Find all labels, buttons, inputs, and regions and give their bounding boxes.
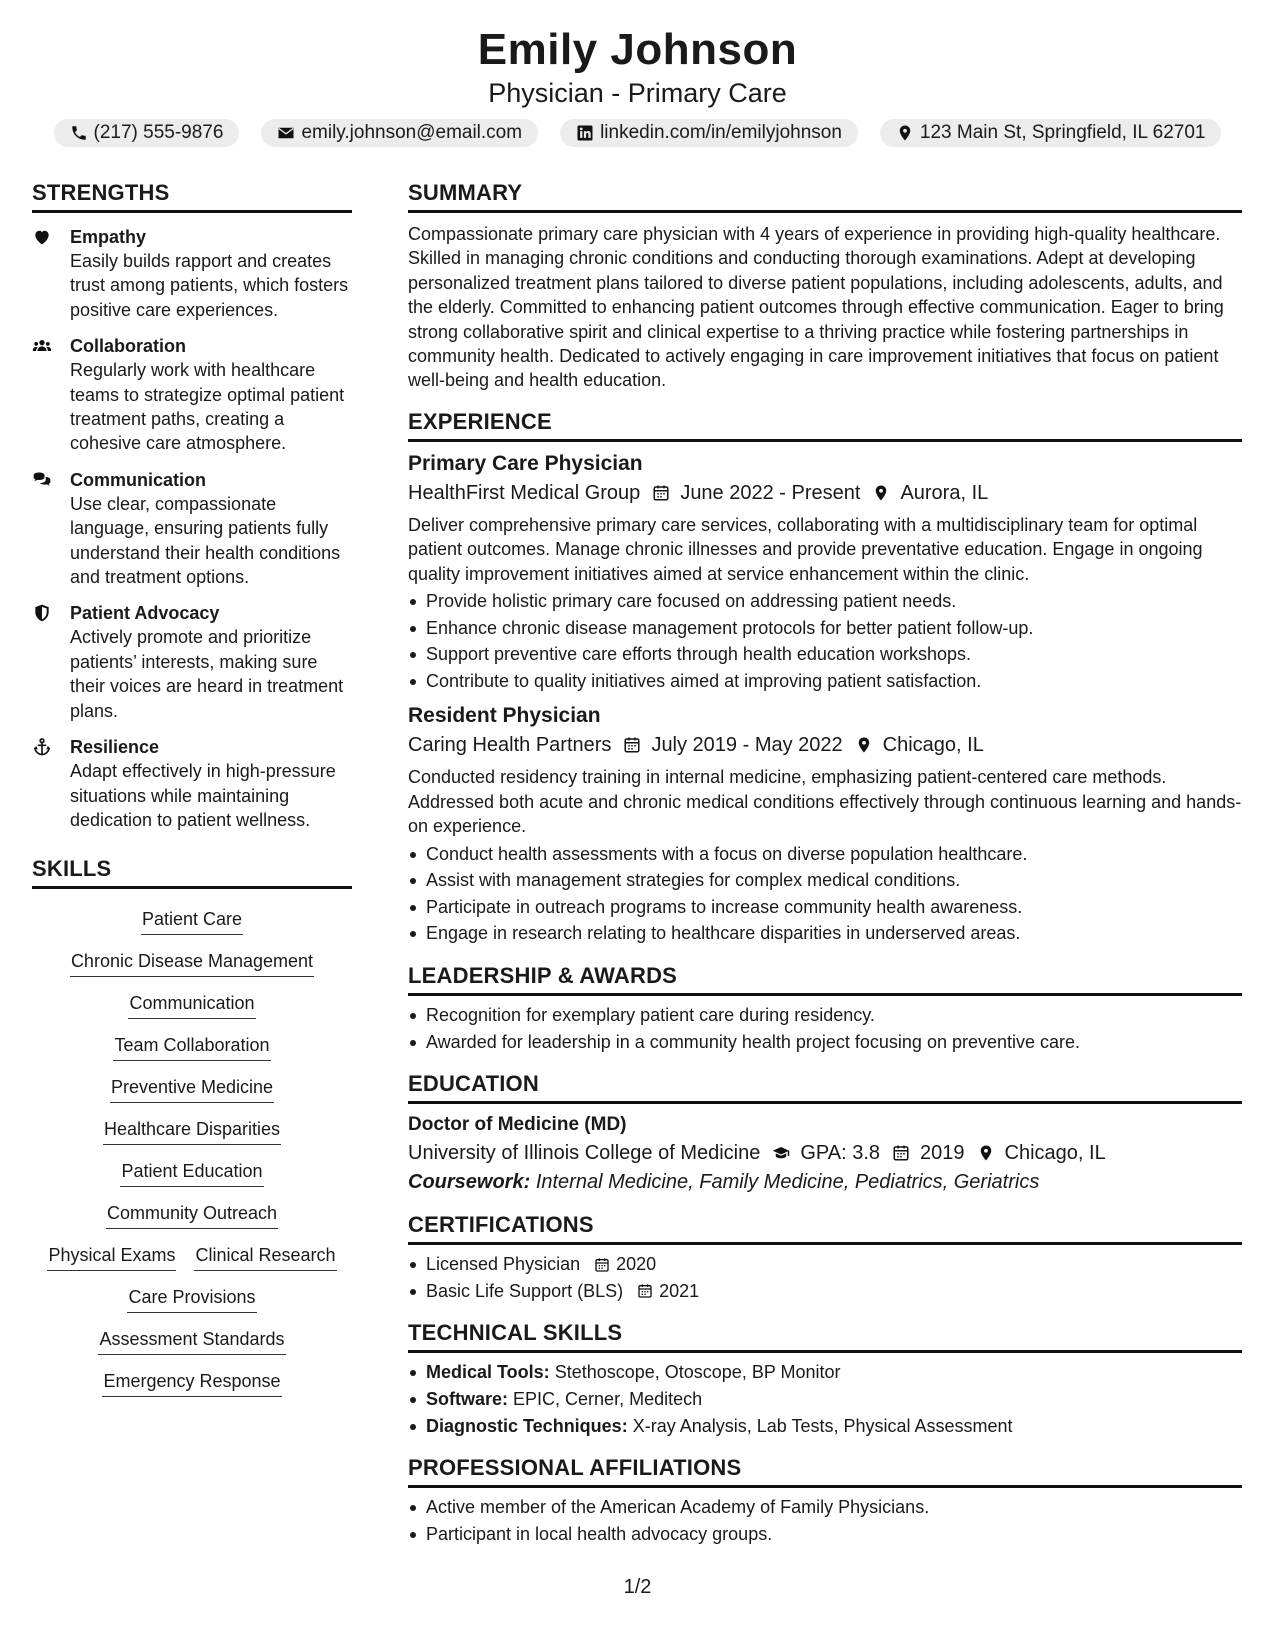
contact-phone[interactable]: [54, 119, 240, 147]
affiliations-list: [408, 1494, 1242, 1547]
list-item: Provide holistic primary care focused on addressing patient needs.: [408, 588, 1242, 615]
skills-list: [32, 907, 352, 1397]
job-entry: [408, 702, 1242, 947]
skill-tag: Physical Exams: [47, 1243, 176, 1271]
tech-value: EPIC, Cerner, Meditech: [513, 1389, 703, 1409]
list-item: Assist with management strategies for complex medical conditions.: [408, 867, 1242, 894]
list-item: Recognition for exemplary patient care during residency.: [408, 1002, 1242, 1029]
list-item: Awarded for leadership in a community health project focusing on preventive care.: [408, 1029, 1242, 1056]
list-item: [408, 1251, 1242, 1278]
list-item: [408, 1413, 1242, 1440]
tech-label: Software:: [426, 1389, 509, 1409]
skill-tag: Team Collaboration: [113, 1033, 270, 1061]
linkedin-icon: [576, 124, 594, 142]
technical-skills-heading: TECHNICAL SKILLS: [408, 1318, 1242, 1353]
certifications-list: [408, 1251, 1242, 1304]
job-title: Resident Physician: [408, 704, 601, 728]
tech-label: Diagnostic Techniques:: [426, 1415, 628, 1436]
list-item: Engage in research relating to healthcare disparities in underserved areas.: [408, 920, 1242, 947]
location-icon: [872, 484, 890, 502]
job-bullets: [408, 588, 1242, 694]
heart-icon: [32, 225, 70, 322]
skill-tag: Preventive Medicine: [110, 1075, 274, 1103]
skill-tag: Communication: [128, 991, 255, 1019]
contact-address-text: 123 Main St, Springfield, IL 62701: [919, 122, 1206, 143]
strength-desc: Actively promote and prioritize patients’ interests, making sure their voices are heard in treatment plans.: [70, 627, 344, 721]
job-location: Aurora, IL: [900, 481, 989, 504]
list-item: [408, 1386, 1242, 1413]
cert-year: 2020: [616, 1254, 657, 1275]
education-school: University of Illinois College of Medicine: [408, 1142, 761, 1165]
users-icon: [32, 334, 70, 456]
affiliations-heading: PROFESSIONAL AFFILIATIONS: [408, 1453, 1242, 1488]
list-item: [408, 1278, 1242, 1305]
page-number: 1/2: [623, 1576, 652, 1598]
strength-label: Empathy: [70, 227, 147, 247]
email-icon: [277, 124, 295, 142]
experience-heading: EXPERIENCE: [408, 407, 1242, 442]
education-location: Chicago, IL: [1004, 1142, 1106, 1165]
strength-item: [32, 735, 352, 832]
job-description: Conducted residency training in internal medicine, emphasizing patient-centered care methods. Addressed both acute and chronic medical conditions effectively through continuous learning and hands-on experience.: [408, 767, 1242, 837]
job-meta: [408, 478, 1242, 508]
education-degree: Doctor of Medicine (MD): [408, 1114, 627, 1136]
list-item: Participate in outreach programs to increase community health awareness.: [408, 894, 1242, 921]
job-dates: June 2022 - Present: [680, 481, 861, 504]
job-company: Caring Health Partners: [408, 734, 612, 757]
tech-label: Medical Tools:: [426, 1362, 550, 1383]
calendar-icon: [623, 736, 641, 754]
skill-tag: Patient Education: [120, 1159, 263, 1187]
skill-tag: Community Outreach: [106, 1201, 278, 1229]
list-item: Conduct health assessments with a focus on diverse population healthcare.: [408, 841, 1242, 868]
strength-desc: Adapt effectively in high-pressure situations while maintaining dedication to patient wellness.: [70, 761, 336, 830]
skill-tag: Assessment Standards: [98, 1327, 285, 1355]
shield-icon: [32, 601, 70, 723]
calendar-icon: [652, 484, 670, 502]
skill-tag: Patient Care: [141, 907, 243, 935]
location-icon: [855, 736, 873, 754]
leadership-heading: LEADERSHIP & AWARDS: [408, 961, 1242, 996]
strength-label: Resilience: [70, 737, 160, 758]
strengths-heading: STRENGTHS: [32, 178, 352, 213]
education-heading: EDUCATION: [408, 1069, 1242, 1104]
summary-text: Compassionate primary care physician with 4 years of experience in providing high-quality healthcare. Skilled in managing chronic conditions and conducting thorough examinations. Adept at developing personalized treatment plans tailored to diverse patient populations, including adolescents, adults, and the elderly. Committed to enhancing patient outcomes through effective communication. Eager to bring strong collaborative spirit and clinical expertise to a thriving practice while fostering partnerships in community health. Dedicated to actively engaging in care improvement initiatives that focus on patient well-being and health education.: [408, 224, 1224, 391]
certifications-heading: CERTIFICATIONS: [408, 1210, 1242, 1245]
anchor-icon: [32, 735, 70, 832]
location-icon: [896, 124, 914, 142]
list-item: Contribute to quality initiatives aimed at improving patient satisfaction.: [408, 668, 1242, 695]
education-year: 2019: [920, 1142, 965, 1165]
job-title: Primary Care Physician: [408, 451, 643, 475]
list-item: Active member of the American Academy of Family Physicians.: [408, 1494, 1242, 1521]
job-meta: [408, 730, 1242, 760]
skill-tag: Clinical Research: [194, 1243, 336, 1271]
education-gpa: GPA: 3.8: [800, 1142, 881, 1165]
contact-address: [880, 119, 1222, 147]
location-icon: [977, 1144, 995, 1162]
list-item: Support preventive care efforts through health education workshops.: [408, 641, 1242, 668]
resume-header: [0, 24, 1275, 147]
calendar-icon: [892, 1144, 910, 1162]
strength-label: Communication: [70, 469, 207, 490]
skill-tag: Chronic Disease Management: [70, 949, 314, 977]
cert-year: 2021: [659, 1280, 700, 1301]
leadership-list: [408, 1002, 1242, 1055]
job-location: Chicago, IL: [882, 734, 984, 757]
contact-email-text: emily.johnson@email.com: [301, 122, 523, 143]
strength-desc: Use clear, compassionate language, ensuring patients fully understand their health conditions and treatment options.: [70, 493, 341, 588]
strength-item: [32, 601, 352, 723]
coursework-text: Internal Medicine, Family Medicine, Pediatrics, Geriatrics: [535, 1171, 1040, 1194]
contact-phone-text: (217) 555-9876: [93, 122, 224, 143]
contact-email[interactable]: [261, 119, 538, 147]
left-column: [32, 178, 352, 1397]
job-description: Deliver comprehensive primary care services, collaborating with a multidisciplinary team for optimal patient outcomes. Manage chronic illnesses and provide preventative education. Engage in ongoing quality improvement initiatives aimed at service enhancement within the clinic.: [408, 514, 1203, 584]
strength-item: [32, 334, 352, 456]
candidate-title: Physician - Primary Care: [488, 78, 787, 108]
strength-label: Collaboration: [70, 336, 186, 357]
strength-item: [32, 225, 352, 322]
job-company: HealthFirst Medical Group: [408, 481, 641, 504]
job-dates: July 2019 - May 2022: [651, 734, 843, 757]
graduation-cap-icon: [772, 1144, 790, 1162]
summary-heading: SUMMARY: [408, 178, 1242, 213]
strength-desc: Easily builds rapport and creates trust among patients, which fosters positive care experiences.: [70, 251, 349, 320]
strength-label: Patient Advocacy: [70, 603, 220, 624]
skill-tag: Emergency Response: [102, 1369, 281, 1397]
education-meta: [408, 1138, 1242, 1168]
cert-name: Licensed Physician: [426, 1254, 581, 1275]
phone-icon: [70, 124, 88, 142]
contact-linkedin[interactable]: [560, 119, 858, 147]
technical-skills-list: [408, 1359, 1242, 1439]
strength-desc: Regularly work with healthcare teams to strategize optimal patient treatment paths, creating a cohesive care atmosphere.: [70, 360, 345, 454]
right-column: [408, 178, 1242, 1547]
calendar-icon: [586, 1257, 610, 1273]
list-item: Enhance chronic disease management protocols for better patient follow-up.: [408, 615, 1242, 642]
skill-tag: Care Provisions: [127, 1285, 256, 1313]
education-coursework: [408, 1168, 1242, 1196]
job-entry: [408, 450, 1242, 695]
calendar-icon: [629, 1283, 653, 1299]
contact-bar: [0, 119, 1275, 147]
job-bullets: [408, 841, 1242, 947]
skills-heading: SKILLS: [32, 854, 352, 889]
cert-name: Basic Life Support (BLS): [426, 1280, 624, 1301]
tech-value: Stethoscope, Otoscope, BP Monitor: [554, 1362, 841, 1383]
comments-icon: [32, 468, 70, 590]
list-item: [408, 1359, 1242, 1386]
strength-item: [32, 468, 352, 590]
list-item: Participant in local health advocacy groups.: [408, 1521, 1242, 1548]
candidate-name: Emily Johnson: [477, 25, 798, 74]
skill-tag: Healthcare Disparities: [103, 1117, 281, 1145]
coursework-label: Coursework:: [408, 1171, 531, 1194]
contact-linkedin-text: linkedin.com/in/emilyjohnson: [600, 122, 842, 143]
tech-value: X-ray Analysis, Lab Tests, Physical Assessment: [632, 1415, 1013, 1436]
